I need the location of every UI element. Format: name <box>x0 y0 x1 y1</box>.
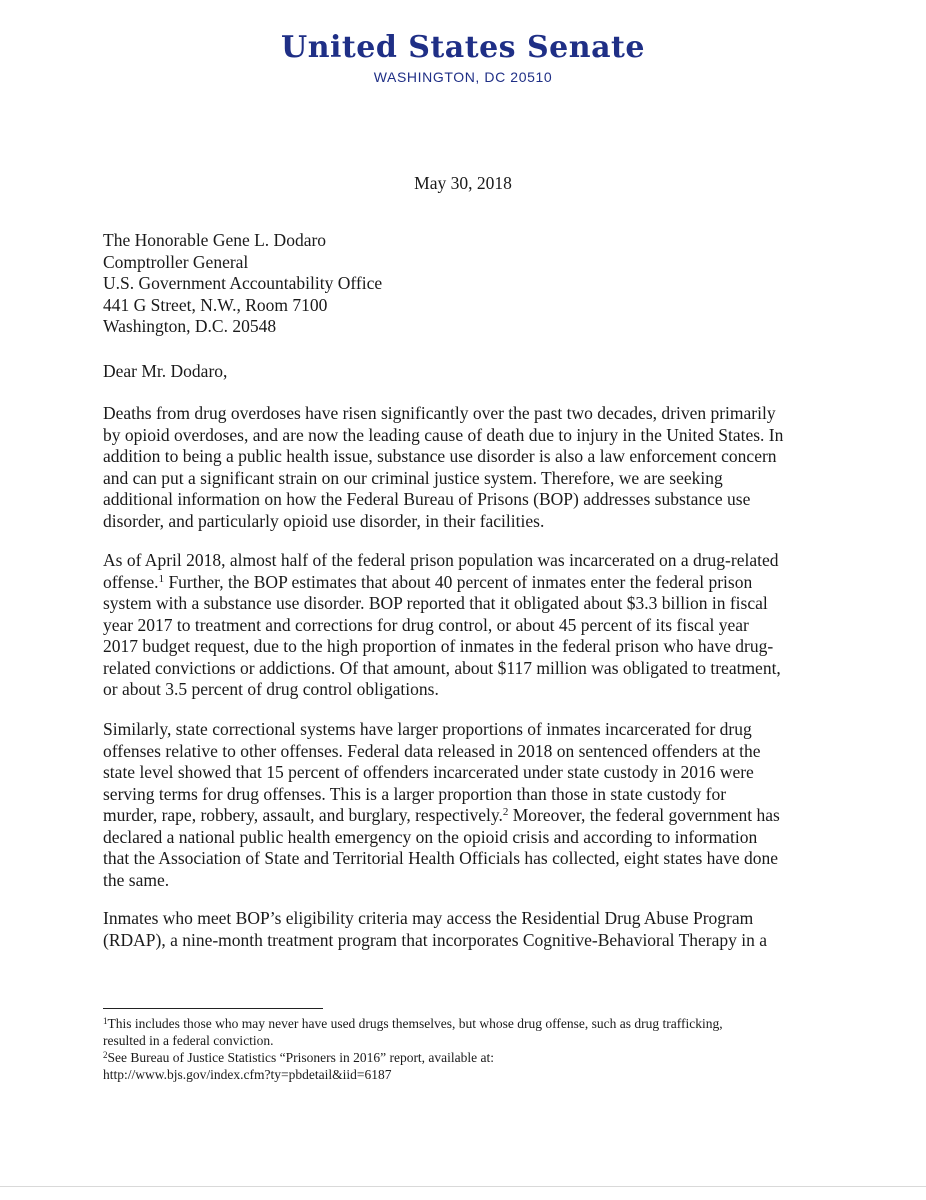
recipient-line: U.S. Government Accountability Office <box>103 273 383 293</box>
footnote-text: This includes those who may never have used drugs themselves, but whose drug offense, such as drug trafficking, <box>107 1016 723 1031</box>
text-line: As of April 2018, almost half of the federal prison population was incarcerated on a drug-related <box>103 550 779 570</box>
text-line: Inmates who meet BOP’s eligibility criteria may access the Residential Drug Abuse Program <box>103 908 754 928</box>
text-line: the same. <box>103 869 170 890</box>
text-line: that the Association of State and Territorial Health Officials has collected, eight states have done <box>103 848 779 868</box>
text-line: by opioid overdoses, and are now the leading cause of death due to injury in the United States. In <box>103 424 784 445</box>
body-paragraph-3 <box>103 719 823 891</box>
text-run: Further, the BOP estimates that about 40 percent of inmates enter the federal prison <box>164 571 753 592</box>
text-line: addition to being a public health issue, substance use disorder is also a law enforcement concern <box>103 446 777 466</box>
footnote-divider <box>103 1008 323 1009</box>
letterhead-title: United States Senate <box>281 30 645 65</box>
body-paragraph-1 <box>103 403 823 532</box>
text-line: system with a substance use disorder. BOP reported that it obligated about $3.3 billion in fiscal <box>103 593 768 613</box>
text-line: disorder, and particularly opioid use disorder, in their facilities. <box>103 510 545 531</box>
recipient-line: Washington, D.C. 20548 <box>103 316 277 336</box>
text-line: declared a national public health emergency on the opioid crisis and according to information <box>103 826 758 847</box>
text-line: (RDAP), a nine-month treatment program that incorporates Cognitive-Behavioral Therapy in a <box>103 929 768 950</box>
text-line: and can put a significant strain on our criminal justice system. Therefore, we are seeking <box>103 467 723 488</box>
text-line: 2017 budget request, due to the high proportion of inmates in the federal prison who have drug- <box>103 636 774 656</box>
text-line: offenses relative to other offenses. Federal data released in 2018 on sentenced offenders at the <box>103 740 761 761</box>
recipient-address <box>103 230 382 338</box>
text-line: Similarly, state correctional systems have larger proportions of inmates incarcerated for drug <box>103 719 752 739</box>
recipient-line: 441 G Street, N.W., Room 7100 <box>103 294 328 315</box>
body-paragraph-2 <box>103 550 823 701</box>
text-line: additional information on how the Federal Bureau of Prisons (BOP) addresses substance use <box>103 489 751 509</box>
footnote-mark: 2 <box>103 1050 108 1060</box>
footnote-ref-2: 2 <box>502 806 509 818</box>
footnote-1-continuation: resulted in a federal conviction. <box>103 1033 274 1048</box>
salutation: Dear Mr. Dodaro, <box>103 361 228 381</box>
footnote-mark: 1 <box>103 1016 108 1026</box>
recipient-line: Comptroller General <box>103 251 249 272</box>
text-line: serving terms for drug offenses. This is a larger proportion than those in state custody for <box>103 783 727 804</box>
footnotes <box>103 1015 823 1083</box>
footnote-2-url: http://www.bjs.gov/index.cfm?ty=pbdetail&iid=6187 <box>103 1067 392 1082</box>
text-line <box>103 805 823 827</box>
text-line: Deaths from drug overdoses have risen significantly over the past two decades, driven primarily <box>103 403 776 423</box>
text-run: murder, rape, robbery, assault, and burglary, respectively. <box>103 805 503 825</box>
footnote-1 <box>103 1015 823 1032</box>
text-run: Moreover, the federal government has <box>508 805 780 825</box>
text-line: or about 3.5 percent of drug control obligations. <box>103 679 439 699</box>
text-line: related convictions or addictions. Of that amount, about $117 million was obligated to treatment, <box>103 657 781 678</box>
footnote-2 <box>103 1049 823 1066</box>
letterhead-address: WASHINGTON, DC 20510 <box>373 69 553 85</box>
letterhead <box>0 30 926 86</box>
text-run: offense. <box>103 571 159 592</box>
text-line <box>103 572 823 594</box>
text-line: year 2017 to treatment and corrections for drug control, or about 45 percent of its fiscal year <box>103 614 749 635</box>
footnote-text: See Bureau of Justice Statistics “Prisoners in 2016” report, available at: <box>107 1050 495 1065</box>
footnote-ref-1: 1 <box>158 572 165 585</box>
letter-date: May 30, 2018 <box>414 173 512 193</box>
recipient-line: The Honorable Gene L. Dodaro <box>103 230 327 250</box>
scan-edge-line <box>0 1186 926 1187</box>
text-line: state level showed that 15 percent of offenders incarcerated under state custody in 2016 were <box>103 762 754 782</box>
body-paragraph-4 <box>103 908 823 951</box>
